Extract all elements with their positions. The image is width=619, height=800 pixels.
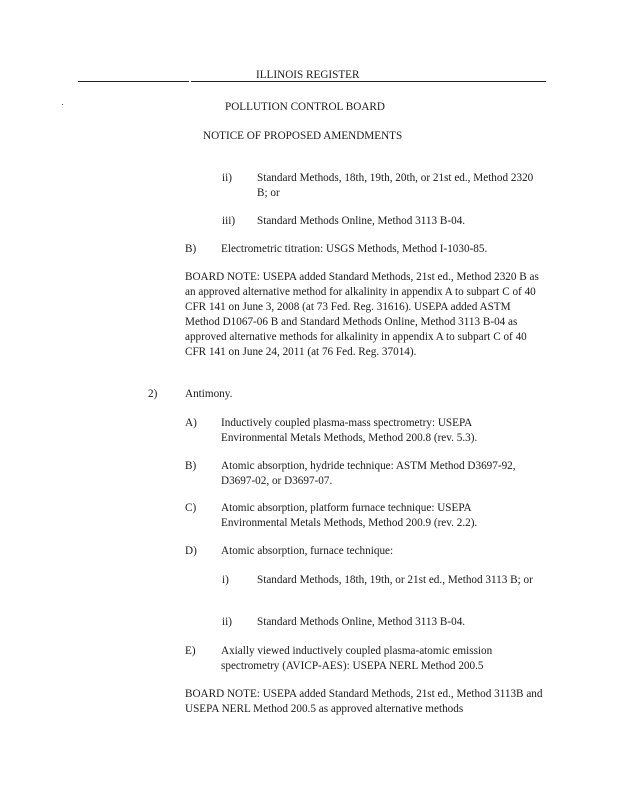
item-d-number: D) [185, 545, 197, 557]
header-rule-right [191, 81, 546, 82]
item-ii-text: Standard Methods, 18th, 19th, 20th, or 21st ed., Method 2320 B; or [257, 172, 534, 199]
item-b-number: B) [185, 243, 197, 255]
agency-title: POLLUTION CONTROL BOARD [225, 101, 385, 113]
item-b-text: Electrometric titration: USGS Methods, Method I-1030-85. [221, 243, 488, 255]
board-note-antimony: BOARD NOTE: USEPA added Standard Methods, 21st ed., Method 3113B and USEPA NERL Method 200.5 as approved alternative methods [185, 688, 543, 715]
board-note-alkalinity: BOARD NOTE: USEPA added Standard Methods, 21st ed., Method 2320 B as an approved alternative method for alkalinity in appendix A to subpart C of 40 CFR 141 on June 3, 2008 (at 73 Fed. Reg. 31616). USEPA added ASTM Method D1067-06 B and Standard Methods Online, Method 3113 B-04 as approved alternative methods for alkalinity in appendix A to subpart C of 40 CFR 141 on June 24, 2011 (at 76 Fed. Reg. 37014). [185, 271, 539, 358]
header-rule-left [78, 81, 189, 82]
item-iii-number: iii) [222, 215, 236, 227]
item-d-text: Atomic absorption, furnace technique: [221, 545, 394, 557]
item-iii-text: Standard Methods Online, Method 3113 B-04. [257, 215, 466, 227]
section-2-heading: Antimony. [185, 388, 233, 400]
item-c-number: C) [185, 502, 197, 514]
item-e-text: Axially viewed inductively coupled plasma-atomic emission spectrometry (AVICP-AES): USEPA NERL Method 200.5 [221, 645, 493, 672]
item-a-number: A) [185, 417, 197, 429]
notice-title: NOTICE OF PROPOSED AMENDMENTS [203, 130, 403, 142]
item-a-text: Inductively coupled plasma-mass spectrometry: USEPA Environmental Metals Methods, Method 200.8 (rev. 5.3). [221, 417, 478, 444]
section-2-number: 2) [148, 388, 158, 400]
item-d-ii-number: ii) [222, 616, 232, 628]
item-b2-text: Atomic absorption, hydride technique: ASTM Method D3697-92, D3697-02, or D3697-07. [221, 460, 516, 487]
item-d-ii-text: Standard Methods Online, Method 3113 B-04. [257, 616, 466, 628]
item-d-i-text: Standard Methods, 18th, 19th, or 21st ed., Method 3113 B; or [257, 574, 533, 586]
item-c-text: Atomic absorption, platform furnace technique: USEPA Environmental Metals Methods, Method 200.9 (rev. 2.2). [221, 502, 478, 529]
item-ii-number: ii) [222, 172, 232, 184]
register-title: ILLINOIS REGISTER [256, 69, 360, 81]
scan-speck [62, 104, 63, 105]
item-d-i-number: i) [222, 574, 229, 586]
item-e-number: E) [185, 645, 196, 657]
item-b2-number: B) [185, 460, 197, 472]
